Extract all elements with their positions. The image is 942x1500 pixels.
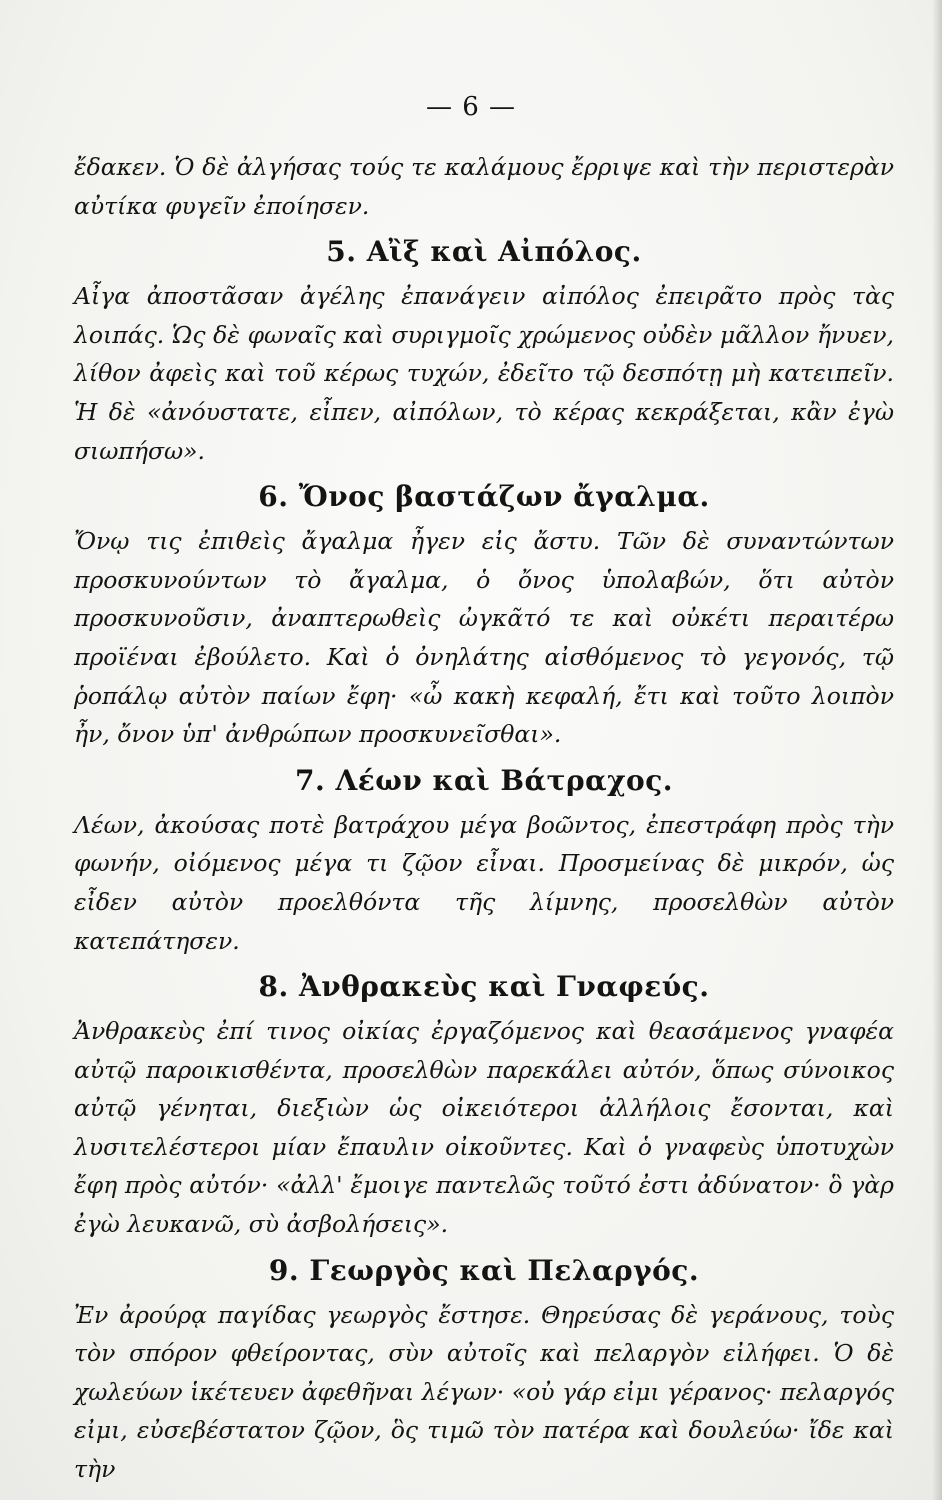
paragraph-fable-8: Ἀνθρακεὺς ἐπί τινος οἰκίας ἐργαζόμενος καὶ θεασάμενος γναφέα αὐτῷ παροικισθέντα, προσελθὼν παρεκάλει αὐτόν, ὅπως σύνοικος αὐτῷ γένηται, διεξιὼν ὡς οἰκειότεροι ἀλλήλοις ἔσονται, καὶ λυσιτελέστεροι μίαν ἔπαυλιν οἰκοῦντες. Καὶ ὁ γναφεὺς ὑποτυχὼν ἔφη πρὸς αὐτόν· «ἀλλ' ἔμοιγε παντελῶς τοῦτό ἐστι ἀδύνατον· ὃ γὰρ ἐγὼ λευκανῶ, σὺ ἀσβολήσεις».: [74, 1017, 894, 1239]
heading-fable-5: 5. Αἲξ καὶ Αἰπόλος.: [326, 235, 642, 269]
paragraph-fable-9: Ἐν ἀρούρᾳ παγίδας γεωργὸς ἔστησε. Θηρεύσας δὲ γεράνους, τοὺς τὸν σπόρον φθείροντας, σὺν αὐτοῖς καὶ πελαργὸν εἰλήφει. Ὁ δὲ χωλεύων ἱκέτευεν ἀφεθῆναι λέγων· «οὐ γάρ εἰμι γέρανος· πελαργός εἰμι, εὐσεβέστατον ζῷον, ὃς τιμῶ τὸν πατέρα καὶ δουλεύω· ἴδε καὶ τὴν: [74, 1300, 894, 1484]
paragraph-fable-6: Ὄνῳ τις ἐπιθεὶς ἄγαλμα ἦγεν εἰς ἄστυ. Τῶν δὲ συναντώντων προσκυνούντων τὸ ἄγαλμα, ὁ ὄνος ὑπολαβών, ὅτι αὐτὸν προσκυνοῦσιν, ἀναπτερωθεὶς ὠγκᾶτό τε καὶ οὐκέτι περαιτέρω προϊέναι ἐβούλετο. Καὶ ὁ ὀνηλάτης αἰσθόμενος τὸ γεγονός, τῷ ῥοπάλῳ αὐτὸν παίων ἔφη· «ὦ κακὴ κεφαλή, ἔτι καὶ τοῦτο λοιπὸν ἦν, ὄνον ὑπ' ἀνθρώπων προσκυνεῖσθαι».: [74, 527, 894, 749]
paragraph-continuation: ἔδακεν. Ὁ δὲ ἀλγήσας τούς τε καλάμους ἔρριψε καὶ τὴν περιστερὰν αὐτίκα φυγεῖν ἐποίησεν.: [74, 153, 894, 220]
paragraph-fable-5: Αἶγα ἀποστᾶσαν ἀγέλης ἐπανάγειν αἰπόλος ἐπειρᾶτο πρὸς τὰς λοιπάς. Ὡς δὲ φωναῖς καὶ συριγμοῖς χρώμενος οὐδὲν μᾶλλον ἤνυεν, λίθον ἀφεὶς καὶ τοῦ κέρως τυχών, ἐδεῖτο τῷ δεσπότῃ μὴ κατειπεῖν. Ἡ δὲ «ἀνόυστατε, εἶπεν, αἰπόλων, τὸ κέρας κεκράξεται, κἂν ἐγὼ σιωπήσω».: [74, 282, 894, 465]
paragraph-fable-7: Λέων, ἀκούσας ποτὲ βατράχου μέγα βοῶντος, ἐπεστράφη πρὸς τὴν φωνήν, οἰόμενος μέγα τι ζῷον εἶναι. Προσμείνας δὲ μικρόν, ὡς εἶδεν αὐτὸν προελθόντα τῆς λίμνης, προσελθὼν αὐτὸν κατεπάτησεν.: [74, 810, 894, 955]
heading-fable-6: 6. Ὄνος βαστάζων ἄγαλμα.: [258, 480, 710, 514]
heading-fable-9: 9. Γεωργὸς καὶ Πελαργός.: [268, 1253, 700, 1287]
heading-fable-7: 7. Λέων καὶ Βάτραχος.: [295, 763, 673, 797]
heading-fable-8: 8. Ἀνθρακεὺς καὶ Γναφεύς.: [258, 970, 710, 1004]
page-number: — 6 —: [425, 92, 517, 122]
text-body: [74, 148, 894, 1489]
page-edge-shadow: [932, 0, 942, 1500]
